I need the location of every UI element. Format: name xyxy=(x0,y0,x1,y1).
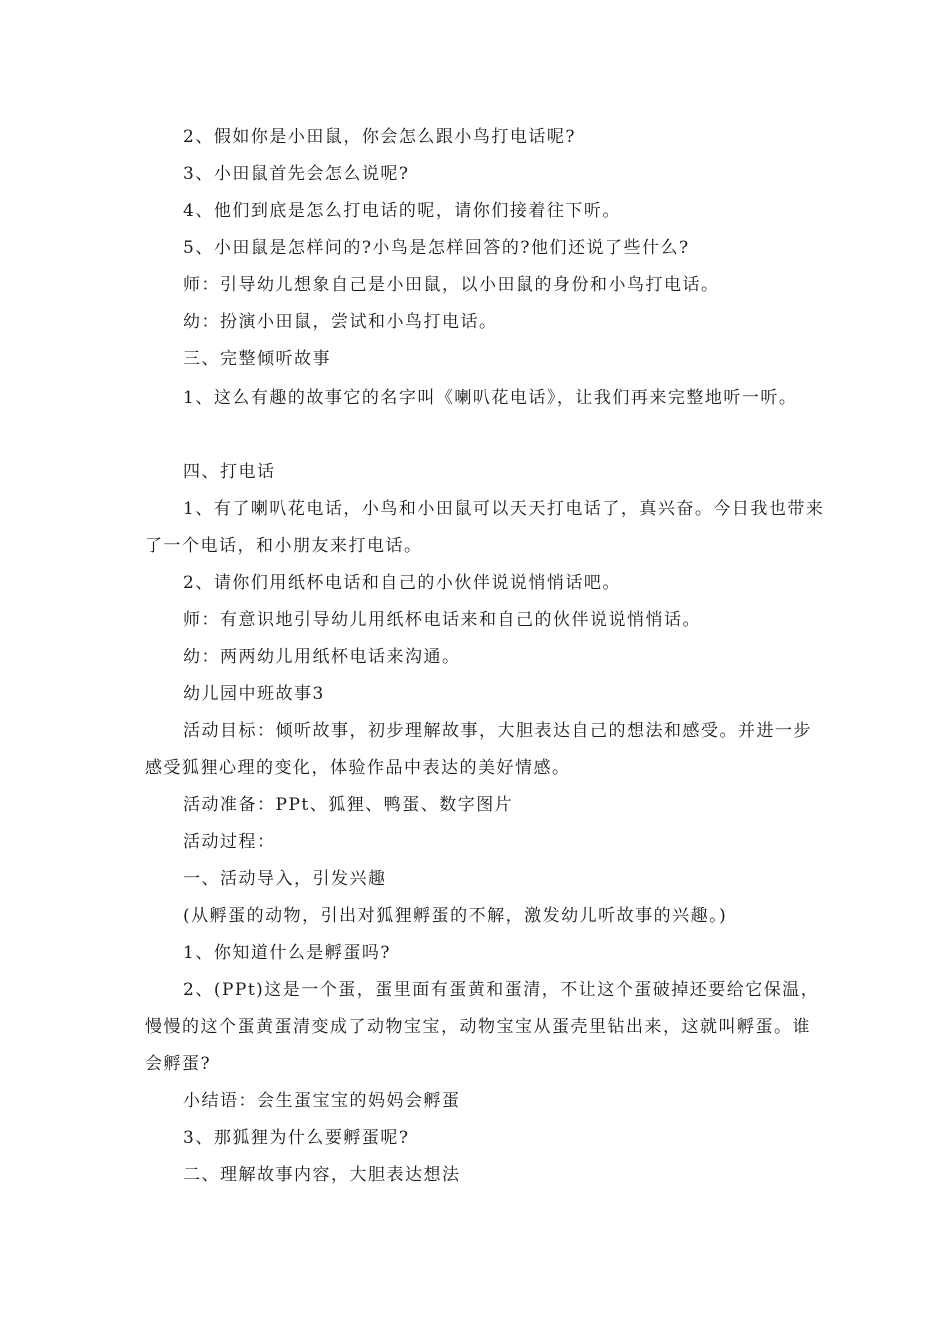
section-heading: 一、活动导入，引发兴趣 xyxy=(183,869,387,889)
paragraph: 3、小田鼠首先会怎么说呢? xyxy=(183,164,410,184)
story-title: 幼儿园中班故事3 xyxy=(183,684,325,704)
paragraph: 幼：扮演小田鼠，尝试和小鸟打电话。 xyxy=(183,312,498,332)
paragraph: 2、假如你是小田鼠，你会怎么跟小鸟打电话呢? xyxy=(183,127,576,147)
section-heading: 三、完整倾听故事 xyxy=(183,349,331,369)
paragraph: 4、他们到底是怎么打电话的呢，请你们接着往下听。 xyxy=(183,201,621,221)
paragraph: 活动过程： xyxy=(183,832,276,852)
paragraph: 师：引导幼儿想象自己是小田鼠，以小田鼠的身份和小鸟打电话。 xyxy=(183,275,720,295)
paragraph: 2、(PPt)这是一个蛋，蛋里面有蛋黄和蛋清，不让这个蛋破掉还要给它保温，慢慢的这个蛋黄蛋清变成了动物宝宝，动物宝宝从蛋壳里钻出来，这就叫孵蛋。谁会孵蛋? xyxy=(145,980,820,1074)
paragraph: 活动目标：倾听故事，初步理解故事，大胆表达自己的想法和感受。并进一步感受狐狸心理的变化，体验作品中表达的美好情感。 xyxy=(145,721,812,778)
paragraph: 活动准备：PPt、狐狸、鸭蛋、数字图片 xyxy=(183,795,514,815)
paragraph: 小结语：会生蛋宝宝的妈妈会孵蛋 xyxy=(183,1091,461,1111)
paragraph: 师：有意识地引导幼儿用纸杯电话来和自己的伙伴说说悄悄话。 xyxy=(183,610,701,630)
paragraph: (从孵蛋的动物，引出对狐狸孵蛋的不解，激发幼儿听故事的兴趣。) xyxy=(183,906,728,926)
paragraph: 幼：两两幼儿用纸杯电话来沟通。 xyxy=(183,647,461,667)
paragraph: 1、有了喇叭花电话，小鸟和小田鼠可以天天打电话了，真兴奋。今日我也带来了一个电话，和小朋友来打电话。 xyxy=(145,499,825,556)
paragraph: 2、请你们用纸杯电话和自己的小伙伴说说悄悄话吧。 xyxy=(183,573,621,593)
paragraph: 5、小田鼠是怎样问的?小鸟是怎样回答的?他们还说了些什么? xyxy=(183,238,690,258)
section-heading: 二、理解故事内容，大胆表达想法 xyxy=(183,1165,461,1185)
paragraph: 3、那狐狸为什么要孵蛋呢? xyxy=(183,1128,410,1148)
paragraph: 1、你知道什么是孵蛋吗? xyxy=(183,943,391,963)
section-heading: 四、打电话 xyxy=(183,462,276,482)
paragraph: 1、这么有趣的故事它的名字叫《喇叭花电话》，让我们再来完整地听一听。 xyxy=(183,388,798,408)
